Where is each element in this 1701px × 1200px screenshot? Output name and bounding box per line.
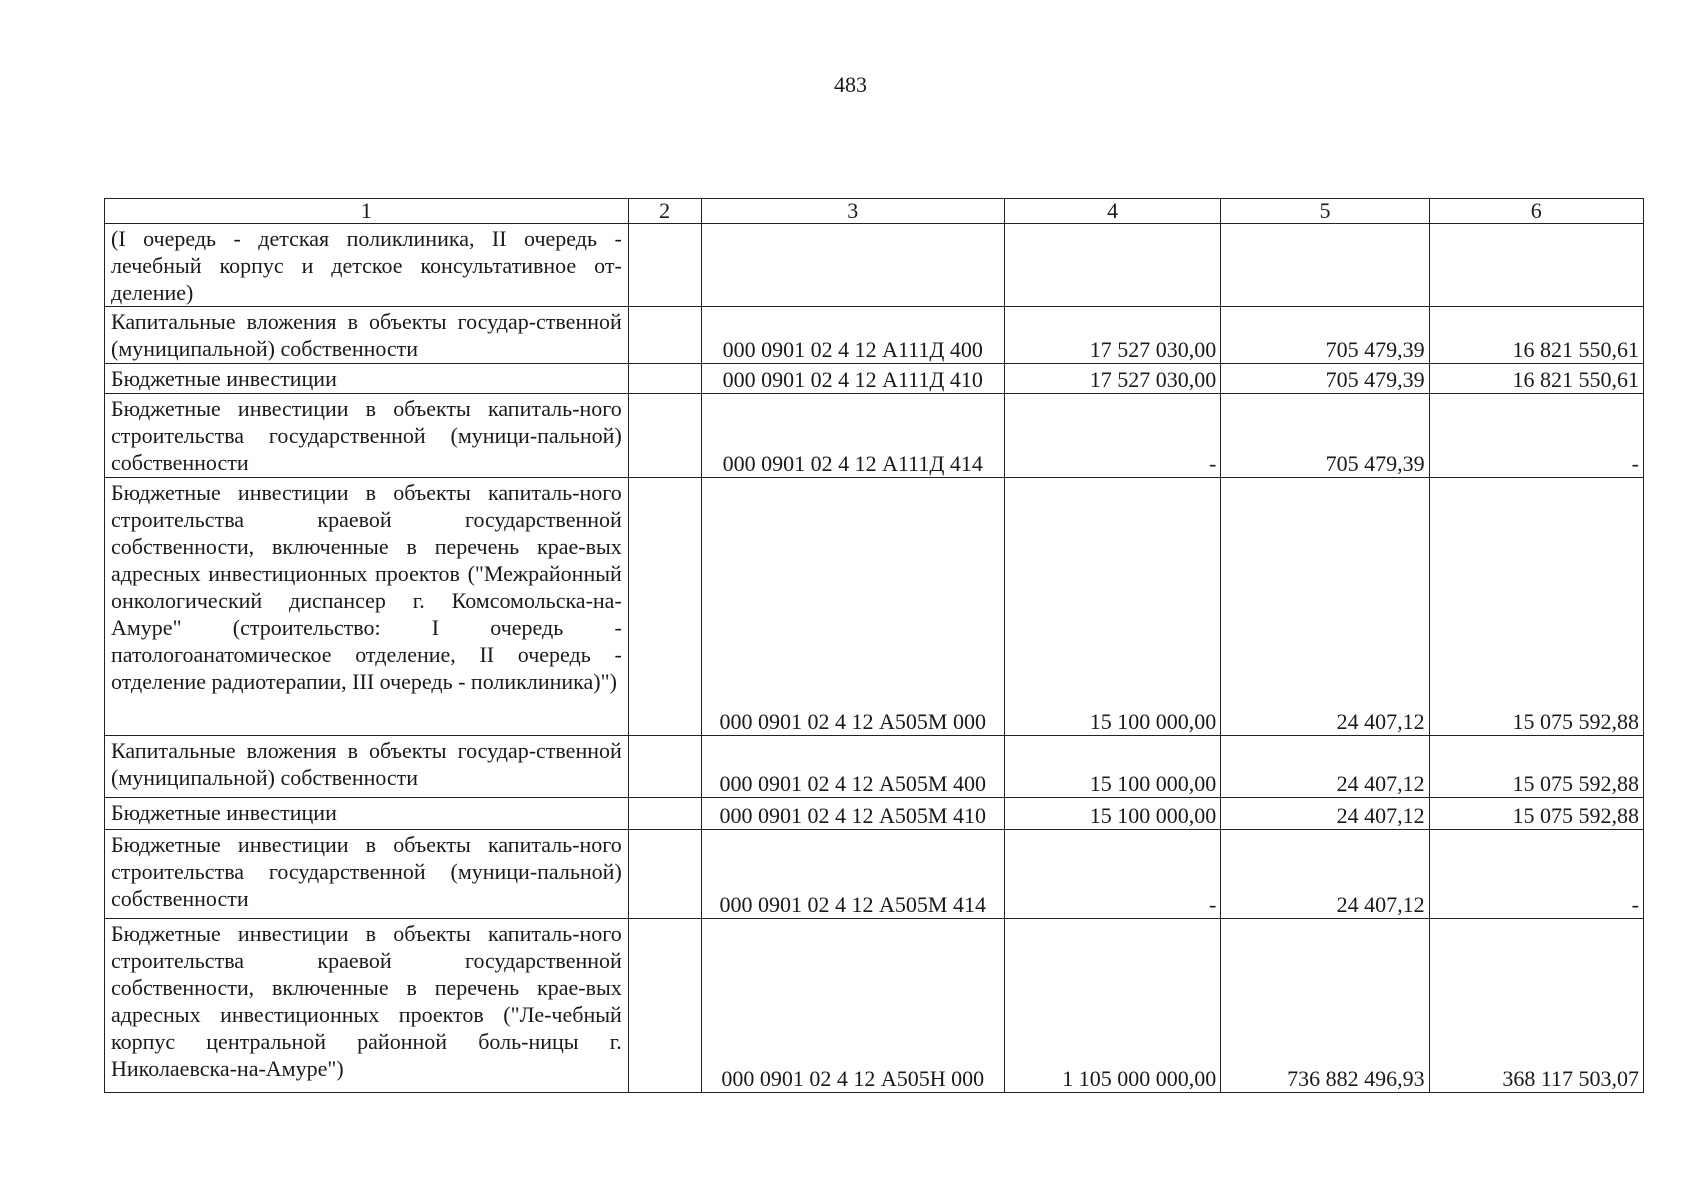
table-header-row <box>105 199 1644 224</box>
table-row <box>105 364 1644 394</box>
row-col5: 24 407,12 <box>1221 478 1429 736</box>
row-name: Бюджетные инвестиции в объекты капиталь-ного строительства краевой государственной собственности, включенные в перечень крае-вых адресных инвестиционных проектов ("Межрайонный онкологический диспансер г. Комсомольска-на-Амуре" (строительство: I очередь - патологоанатомическое отделение, II очередь - отделение радиотерапии, III очередь - поликлиника)") <box>105 478 629 736</box>
row-col5 <box>1221 224 1429 307</box>
row-col2 <box>628 830 701 919</box>
row-col2 <box>628 364 701 394</box>
row-name: Бюджетные инвестиции в объекты капиталь-ного строительства краевой государственной собственности, включенные в перечень крае-вых адресных инвестиционных проектов ("Ле-чебный корпус центральной районной боль-ницы г. Николаевска-на-Амуре") <box>105 919 629 1093</box>
row-name: Бюджетные инвестиции <box>105 798 629 830</box>
row-name: (I очередь - детская поликлиника, II очередь - лечебный корпус и детское консультативное от-деление) <box>105 224 629 307</box>
row-code: 000 0901 02 4 12 А505М 414 <box>701 830 1004 919</box>
row-col6: - <box>1429 830 1643 919</box>
header-col-4: 4 <box>1004 199 1220 224</box>
row-col4: 15 100 000,00 <box>1004 736 1220 798</box>
row-col4: - <box>1004 830 1220 919</box>
row-code: 000 0901 02 4 12 А111Д 410 <box>701 364 1004 394</box>
table-row <box>105 919 1644 1093</box>
table-row <box>105 478 1644 736</box>
header-col-5: 5 <box>1221 199 1429 224</box>
row-col2 <box>628 798 701 830</box>
row-col4: 15 100 000,00 <box>1004 798 1220 830</box>
row-col2 <box>628 736 701 798</box>
row-name: Бюджетные инвестиции <box>105 364 629 394</box>
row-name: Капитальные вложения в объекты государ-ственной (муниципальной) собственности <box>105 307 629 364</box>
row-col2 <box>628 478 701 736</box>
table-row <box>105 736 1644 798</box>
row-col5: 705 479,39 <box>1221 307 1429 364</box>
row-col2 <box>628 394 701 478</box>
row-col4: 17 527 030,00 <box>1004 364 1220 394</box>
header-col-3: 3 <box>701 199 1004 224</box>
row-col6: 15 075 592,88 <box>1429 798 1643 830</box>
table-row <box>105 224 1644 307</box>
row-col4: - <box>1004 394 1220 478</box>
row-code: 000 0901 02 4 12 А111Д 414 <box>701 394 1004 478</box>
row-col2 <box>628 919 701 1093</box>
row-col5: 24 407,12 <box>1221 736 1429 798</box>
row-code: 000 0901 02 4 12 А111Д 400 <box>701 307 1004 364</box>
row-col5: 736 882 496,93 <box>1221 919 1429 1093</box>
row-name: Капитальные вложения в объекты государ-ственной (муниципальной) собственности <box>105 736 629 798</box>
row-col6: 16 821 550,61 <box>1429 307 1643 364</box>
row-code: 000 0901 02 4 12 А505М 400 <box>701 736 1004 798</box>
row-col5: 24 407,12 <box>1221 830 1429 919</box>
table-row <box>105 830 1644 919</box>
row-code: 000 0901 02 4 12 А505Н 000 <box>701 919 1004 1093</box>
header-col-1: 1 <box>105 199 629 224</box>
page-number: 483 <box>834 72 867 97</box>
row-col6: 15 075 592,88 <box>1429 736 1643 798</box>
header-col-6: 6 <box>1429 199 1643 224</box>
row-col6 <box>1429 224 1643 307</box>
row-col5: 705 479,39 <box>1221 394 1429 478</box>
table-row <box>105 394 1644 478</box>
row-name: Бюджетные инвестиции в объекты капиталь-ного строительства государственной (муници-пальной) собственности <box>105 830 629 919</box>
row-col6: 15 075 592,88 <box>1429 478 1643 736</box>
table-row <box>105 798 1644 830</box>
row-col4: 15 100 000,00 <box>1004 478 1220 736</box>
row-code: 000 0901 02 4 12 А505М 000 <box>701 478 1004 736</box>
budget-table <box>104 198 1644 1093</box>
row-code: 000 0901 02 4 12 А505М 410 <box>701 798 1004 830</box>
header-col-2: 2 <box>628 199 701 224</box>
row-col6: 16 821 550,61 <box>1429 364 1643 394</box>
table-row <box>105 307 1644 364</box>
row-code <box>701 224 1004 307</box>
row-col6: - <box>1429 394 1643 478</box>
row-col4 <box>1004 224 1220 307</box>
row-col5: 705 479,39 <box>1221 364 1429 394</box>
row-col2 <box>628 307 701 364</box>
row-col4: 17 527 030,00 <box>1004 307 1220 364</box>
row-col4: 1 105 000 000,00 <box>1004 919 1220 1093</box>
row-name: Бюджетные инвестиции в объекты капиталь-ного строительства государственной (муници-пальной) собственности <box>105 394 629 478</box>
row-col2 <box>628 224 701 307</box>
row-col6: 368 117 503,07 <box>1429 919 1643 1093</box>
row-col5: 24 407,12 <box>1221 798 1429 830</box>
